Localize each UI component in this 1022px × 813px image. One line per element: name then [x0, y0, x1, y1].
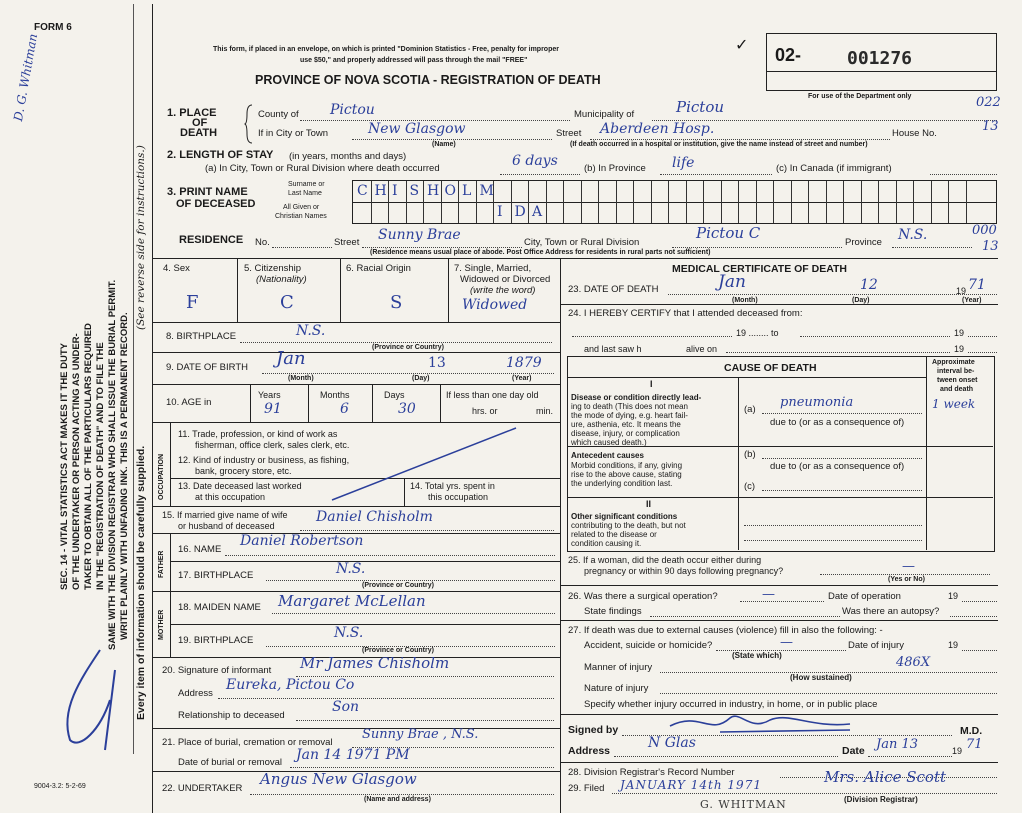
stay-b-value: life	[672, 155, 695, 171]
informant-value: Mr James Chisholm	[300, 654, 450, 672]
stay-a-label: (a) In City, Town or Rural Division where death occurred	[205, 163, 440, 174]
state-findings-label: State findings	[584, 606, 642, 617]
grid-cell-divider	[406, 181, 407, 223]
citizenship-label-b: (Nationality)	[256, 274, 307, 285]
residence-label: RESIDENCE	[179, 234, 244, 246]
roman-one: I	[650, 379, 653, 389]
other-conditions-b: contributing to the death, but not	[571, 521, 686, 530]
margin-scribble-icon	[40, 640, 130, 760]
informant-address-label: Address	[178, 688, 213, 699]
min-label: min.	[536, 406, 554, 416]
residence-city-label: City, Town or Rural Division	[524, 237, 640, 248]
surname-letter: H	[374, 183, 387, 199]
municipality-label: Municipality of	[574, 109, 635, 120]
street-value: Aberdeen Hosp.	[600, 121, 715, 137]
informant-address-value: Eureka, Pictou Co	[226, 677, 355, 693]
filed-label: 29. Filed	[568, 783, 605, 794]
residence-street-value: Sunny Brae	[378, 227, 461, 243]
side-text-rule	[133, 4, 134, 754]
certify-year-a: 19	[954, 328, 965, 338]
grid-cell-divider	[511, 181, 512, 223]
mother-maiden-value: Margaret McLellan	[278, 592, 426, 610]
side-text-7: Every item of information should be carefully supplied.	[135, 445, 147, 720]
antecedent-b: Morbid conditions, if any, giving	[571, 461, 683, 470]
house-label: House No.	[892, 128, 937, 139]
immediate-cause-a: Disease or condition directly lead-	[571, 393, 702, 402]
interval-value: 1 week	[932, 397, 976, 411]
place-brace-icon	[244, 104, 254, 144]
interval-caption-b: interval be-	[937, 368, 975, 375]
undertaker-value: Angus New Glasgow	[260, 770, 417, 788]
father-birthplace-label: 17. BIRTHPLACE	[178, 570, 254, 581]
length-of-stay-note: (in years, months and days)	[289, 151, 407, 162]
street-label: Street	[556, 128, 582, 139]
immediate-cause-e: disease, injury, or complication	[571, 429, 680, 438]
city-label: If in City or Town	[258, 128, 329, 139]
spouse-label-b: or husband of deceased	[178, 521, 275, 531]
form-number: FORM 6	[34, 22, 72, 33]
registrar-signature: Mrs. Alice Scott	[824, 768, 946, 786]
grid-cell-divider	[826, 181, 827, 223]
margin-signature: D. G. Whitman	[11, 32, 41, 123]
q12-line-b: bank, grocery store, etc.	[195, 466, 292, 476]
deceased-name-label-a: 3. PRINT NAME	[167, 186, 248, 198]
burial-label: 21. Place of burial, cremation or removal	[162, 737, 333, 748]
q26-label: 26. Was there a surgical operation?	[568, 591, 718, 602]
length-of-stay-label: 2. LENGTH OF STAY	[167, 149, 274, 161]
citizenship-label-a: 5. Citizenship	[244, 263, 302, 274]
form-title: PROVINCE OF NOVA SCOTIA - REGISTRATION OF DEATH	[255, 73, 601, 87]
q11-line-b: fisherman, office clerk, sales clerk, etc.	[195, 440, 350, 450]
mother-maiden-label: 18. MAIDEN NAME	[178, 602, 261, 613]
immediate-cause-b: ing to death (This does not mean	[571, 402, 688, 411]
county-value: Pictou	[330, 102, 375, 118]
father-side-label: FATHER	[158, 550, 165, 578]
residence-city-value: Pictou C	[696, 224, 761, 242]
registration-prefix: 02-	[775, 45, 802, 65]
stay-b-label: (b) In Province	[584, 163, 646, 174]
cause-a-label: (a)	[744, 404, 756, 415]
city-caption: (Name)	[432, 141, 456, 148]
birthplace-caption: (Province or Country)	[372, 344, 444, 351]
father-birthplace-value: N.S.	[336, 561, 366, 577]
dob-year-caption: (Year)	[512, 375, 532, 382]
accident-label: Accident, suicide or homicide?	[584, 640, 713, 651]
side-text-2: OF THE UNDERTAKER OR PERSON ACTING AS UNDER-	[71, 333, 82, 590]
burial-place-value: Sunny Brae , N.S.	[362, 727, 479, 742]
grid-cell-divider	[808, 181, 809, 223]
relationship-value: Son	[332, 699, 360, 715]
spouse-label-a: 15. If married give name of wife	[162, 510, 288, 520]
surname-label-a: Surname or	[288, 181, 325, 188]
grid-cell-divider	[563, 181, 564, 223]
q12-line-a: 12. Kind of industry or business, as fishing,	[178, 455, 350, 465]
dob-label: 9. DATE OF BIRTH	[166, 362, 248, 373]
dob-year: 1879	[506, 355, 542, 371]
q14-line-b: this occupation	[428, 492, 489, 502]
due-to-a: due to (or as a consequence of)	[770, 417, 905, 428]
less-than-day-label: If less than one day old	[446, 390, 539, 400]
cause-c-label: (c)	[744, 481, 756, 492]
deceased-name-label-b: OF DECEASED	[176, 198, 256, 210]
given-name-letter: D	[514, 204, 526, 220]
age-label: 10. AGE in	[166, 397, 212, 408]
mother-birthplace-caption: (Province or Country)	[362, 647, 434, 654]
province-code-b: 13	[982, 239, 999, 254]
check-mark-icon: ✓	[735, 37, 749, 54]
grid-cell-divider	[388, 181, 389, 223]
name-letter-grid	[352, 180, 997, 224]
side-text-3: TAKER TO OBTAIN ALL OF THE PARTICULARS REQUIRED	[83, 323, 94, 590]
place-of-death-label-b: OF	[192, 117, 208, 129]
grid-cell-divider	[703, 181, 704, 223]
q13-line-b: at this occupation	[195, 492, 266, 502]
form-code: 9004-3.2: 5-2-69	[34, 783, 86, 790]
q14-line-a: 14. Total yrs. spent in	[410, 481, 495, 491]
other-conditions-d: condition causing it.	[571, 539, 642, 548]
dob-month-caption: (Month)	[288, 375, 314, 382]
undertaker-caption: (Name and address)	[364, 796, 431, 803]
record-number-label: 28. Division Registrar's Record Number	[568, 767, 735, 778]
interval-caption-c: tween onset	[937, 377, 978, 384]
certify-label: 24. I HEREBY CERTIFY that I attended deceased from:	[568, 308, 803, 319]
grid-cell-divider	[633, 181, 634, 223]
grid-cell-divider	[686, 181, 687, 223]
grid-cell-divider	[651, 181, 652, 223]
interval-caption-a: Approximate	[932, 359, 975, 366]
grid-cell-divider	[738, 181, 739, 223]
immediate-cause-f: which caused death.)	[571, 438, 647, 447]
surname-letter: L	[462, 183, 472, 199]
antecedent-a: Antecedent causes	[571, 451, 644, 460]
sex-value: F	[186, 292, 199, 313]
q25-value: —	[902, 559, 915, 574]
age-months-value: 6	[340, 401, 349, 417]
age-months-label: Months	[320, 390, 350, 400]
surname-letter: C	[357, 183, 368, 199]
date-of-injury-label: Date of injury	[848, 640, 904, 651]
medical-certificate-title: MEDICAL CERTIFICATE OF DEATH	[672, 263, 847, 275]
citizenship-value: C	[280, 292, 294, 313]
undertaker-label: 22. UNDERTAKER	[162, 783, 243, 794]
q27-label: 27. If death was due to external causes (violence) fill in also the following: -	[568, 625, 883, 636]
icd-code: 486X	[896, 655, 931, 670]
grid-cell-divider	[931, 181, 932, 223]
how-sustained-caption: (How sustained)	[790, 673, 852, 682]
certificate-date-value: Jan 13	[876, 737, 919, 752]
certify-year-b: 19	[954, 344, 965, 354]
state-which-caption: (State which)	[732, 651, 782, 660]
death-month-value: Jan	[718, 272, 746, 292]
grid-cell-divider	[528, 181, 529, 223]
marital-value: Widowed	[462, 297, 528, 313]
yes-no-caption: (Yes or No)	[888, 576, 925, 583]
surname-letter: H	[427, 183, 440, 199]
immediate-cause-d: ure, asthenia, etc. It means the	[571, 420, 681, 429]
grid-cell-divider	[423, 181, 424, 223]
immediate-cause-c: the mode of dying, e.g. heart fail-	[571, 411, 688, 420]
department-use-caption: For use of the Department only	[808, 93, 912, 100]
surname-label-b: Last Name	[288, 190, 322, 197]
grid-cell-divider	[581, 181, 582, 223]
certificate-year-value: 71	[966, 737, 983, 752]
other-conditions-c: related to the disease or	[571, 530, 657, 539]
grid-cell-divider	[546, 181, 547, 223]
alive-on-label: alive on	[686, 344, 718, 354]
death-month-caption: (Month)	[732, 297, 758, 304]
grid-cell-divider	[371, 181, 372, 223]
burial-date-label: Date of burial or removal	[178, 757, 283, 768]
physician-address-value: N Glas	[648, 735, 696, 751]
date-of-death-label: 23. DATE OF DEATH	[568, 284, 659, 295]
residence-no-label: No.	[255, 237, 270, 248]
father-name-label: 16. NAME	[178, 544, 222, 555]
father-name-value: Daniel Robertson	[240, 533, 364, 549]
nature-label: Nature of injury	[584, 683, 649, 694]
death-year-value: 71	[968, 277, 986, 293]
death-day-caption: (Day)	[852, 297, 870, 304]
residence-note: (Residence means usual place of abode. Post Office Address for residents in rural parts not sufficient)	[370, 249, 711, 256]
birthplace-value: N.S.	[296, 323, 326, 339]
grid-cell-divider	[878, 181, 879, 223]
grid-cell-divider	[616, 181, 617, 223]
cause-of-death-title: CAUSE OF DEATH	[724, 362, 817, 374]
certificate-year-prefix: 19	[952, 746, 963, 756]
side-text-8: (See reverse side for instructions.)	[135, 145, 147, 330]
surname-letter: I	[392, 183, 398, 199]
last-saw-label: and last saw h	[584, 344, 642, 354]
q25-line-b: pregnancy or within 90 days following pregnancy?	[584, 566, 784, 576]
marital-label-b: Widowed or Divorced	[460, 274, 551, 285]
institution-note: (If death occurred in a hospital or institution, give the name instead of street and number)	[570, 141, 868, 148]
signed-by-label: Signed by	[568, 724, 619, 736]
birthplace-label: 8. BIRTHPLACE	[166, 331, 237, 342]
specify-label: Specify whether injury occurred in industry, in home, or in public place	[584, 699, 878, 710]
q13-line-a: 13. Date deceased last worked	[178, 481, 302, 491]
hrs-label: hrs. or	[472, 406, 498, 416]
injury-year-prefix: 19	[948, 640, 959, 650]
county-label: County of	[258, 109, 299, 120]
given-label-b: Christian Names	[275, 213, 327, 220]
province-label: Province	[845, 237, 882, 248]
interval-caption-d: and death	[940, 386, 974, 393]
father-birthplace-caption: (Province or Country)	[362, 582, 434, 589]
mother-side-label: MOTHER	[158, 609, 165, 640]
stay-c-label: (c) In Canada (if immigrant)	[776, 163, 892, 174]
stay-a-value: 6 days	[512, 153, 558, 169]
grid-cell-divider	[966, 181, 967, 223]
antecedent-d: the underlying condition last.	[571, 479, 673, 488]
cause-a-value: pneumonia	[780, 395, 854, 410]
spouse-value: Daniel Chisholm	[316, 509, 433, 525]
marital-label-a: 7. Single, Married,	[454, 263, 532, 274]
cause-b-label: (b)	[744, 449, 756, 460]
dob-month: Jan	[276, 348, 306, 369]
grid-cell-divider	[896, 181, 897, 223]
operation-year-prefix: 19	[948, 591, 959, 601]
roman-two: II	[646, 499, 652, 509]
informant-label: 20. Signature of informant	[162, 665, 272, 676]
autopsy-label: Was there an autopsy?	[842, 606, 940, 617]
department-code: 022	[976, 95, 1001, 110]
occupation-strike-line	[330, 424, 520, 504]
burial-date-value: Jan 14 1971 PM	[296, 747, 410, 763]
surname-letter: O	[444, 183, 456, 199]
place-of-death-label-a: 1. PLACE	[167, 107, 217, 119]
physician-address-label: Address	[568, 745, 611, 757]
given-label-a: All Given or	[283, 204, 320, 211]
grid-cell-divider	[791, 181, 792, 223]
mother-birthplace-value: N.S.	[334, 625, 364, 641]
age-days-value: 30	[398, 401, 416, 417]
q11-line-a: 11. Trade, profession, or kind of work as	[178, 429, 338, 439]
racial-origin-value: S	[390, 292, 403, 313]
registration-number-box	[766, 33, 997, 91]
md-label: M.D.	[960, 725, 983, 737]
grid-cell-divider	[861, 181, 862, 223]
occupation-side-label: OCCUPATION	[158, 453, 165, 500]
q25-line-a: 25. If a woman, did the death occur either during	[568, 555, 762, 565]
grid-cell-divider	[913, 181, 914, 223]
relationship-label: Relationship to deceased	[178, 710, 285, 721]
city-value: New Glasgow	[368, 121, 466, 137]
mail-note-line-2: use $50," and properly addressed will pass through the mail "FREE"	[300, 57, 528, 64]
racial-origin-label: 6. Racial Origin	[346, 263, 411, 274]
grid-cell-divider	[476, 181, 477, 223]
grid-cell-divider	[773, 181, 774, 223]
surname-letter: S	[409, 183, 420, 199]
manner-label: Manner of injury	[584, 662, 653, 673]
registrar-stamp: G. WHITMAN	[700, 798, 787, 811]
age-years-value: 91	[264, 401, 282, 417]
age-days-label: Days	[384, 390, 405, 400]
dob-day: 13	[428, 355, 446, 371]
residence-street-label: Street	[334, 237, 360, 248]
certificate-date-label: Date	[842, 745, 865, 757]
age-years-label: Years	[258, 390, 281, 400]
grid-cell-divider	[458, 181, 459, 223]
antecedent-c: rise to the above cause, stating	[571, 470, 682, 479]
q26-value: —	[762, 587, 775, 602]
dob-day-caption: (Day)	[412, 375, 430, 382]
registration-number: 001276	[847, 48, 913, 69]
municipality-value: Pictou	[676, 98, 725, 116]
province-value: N.S.	[898, 227, 928, 243]
other-conditions-a: Other significant conditions	[571, 512, 678, 521]
place-of-death-label-c: DEATH	[180, 127, 218, 139]
house-value: 13	[982, 119, 999, 134]
sex-label: 4. Sex	[163, 263, 190, 274]
mail-note-line-1: This form, if placed in an envelope, on which is printed "Dominion Statistics - Free, penalty for improper	[213, 46, 559, 53]
grid-cell-divider	[598, 181, 599, 223]
surname-letter: M	[479, 183, 494, 199]
grid-cell-divider	[721, 181, 722, 223]
grid-cell-divider	[441, 181, 442, 223]
death-year-prefix: 19	[956, 286, 967, 296]
grid-cell-divider	[756, 181, 757, 223]
given-name-letter: I	[497, 204, 503, 220]
accident-value: —	[780, 635, 793, 650]
side-text-5: SAME WITH THE DIVISION REGISTRAR WHO SHALL ISSUE THE BURIAL PERMIT.	[107, 279, 118, 650]
left-margin-rule	[152, 4, 153, 813]
given-name-letter: A	[532, 204, 543, 220]
grid-cell-divider	[843, 181, 844, 223]
mother-birthplace-label: 19. BIRTHPLACE	[178, 635, 254, 646]
registrar-caption: (Division Registrar)	[844, 795, 918, 804]
death-day-value: 12	[860, 277, 878, 293]
side-text-4: IN THE "REGISTRATION OF DEATH" AND TO FILE THE	[95, 342, 106, 590]
filed-date-value: JANUARY 14th 1971	[620, 778, 762, 792]
marital-label-c: (write the word)	[470, 285, 536, 296]
due-to-b: due to (or as a consequence of)	[770, 461, 905, 472]
side-text-6: WRITE PLAINLY WITH UNFADING INK. THIS IS A PERMANENT RECORD.	[119, 312, 130, 640]
province-code-a: 000	[972, 223, 997, 238]
death-year-caption: (Year)	[962, 297, 982, 304]
date-of-operation-label: Date of operation	[828, 591, 901, 602]
side-text-1: SEC. 14 - VITAL STATISTICS ACT MAKES IT THE DUTY	[59, 342, 70, 590]
certify-to: 19 ........ to	[736, 328, 779, 338]
grid-cell-divider	[948, 181, 949, 223]
grid-cell-divider	[668, 181, 669, 223]
